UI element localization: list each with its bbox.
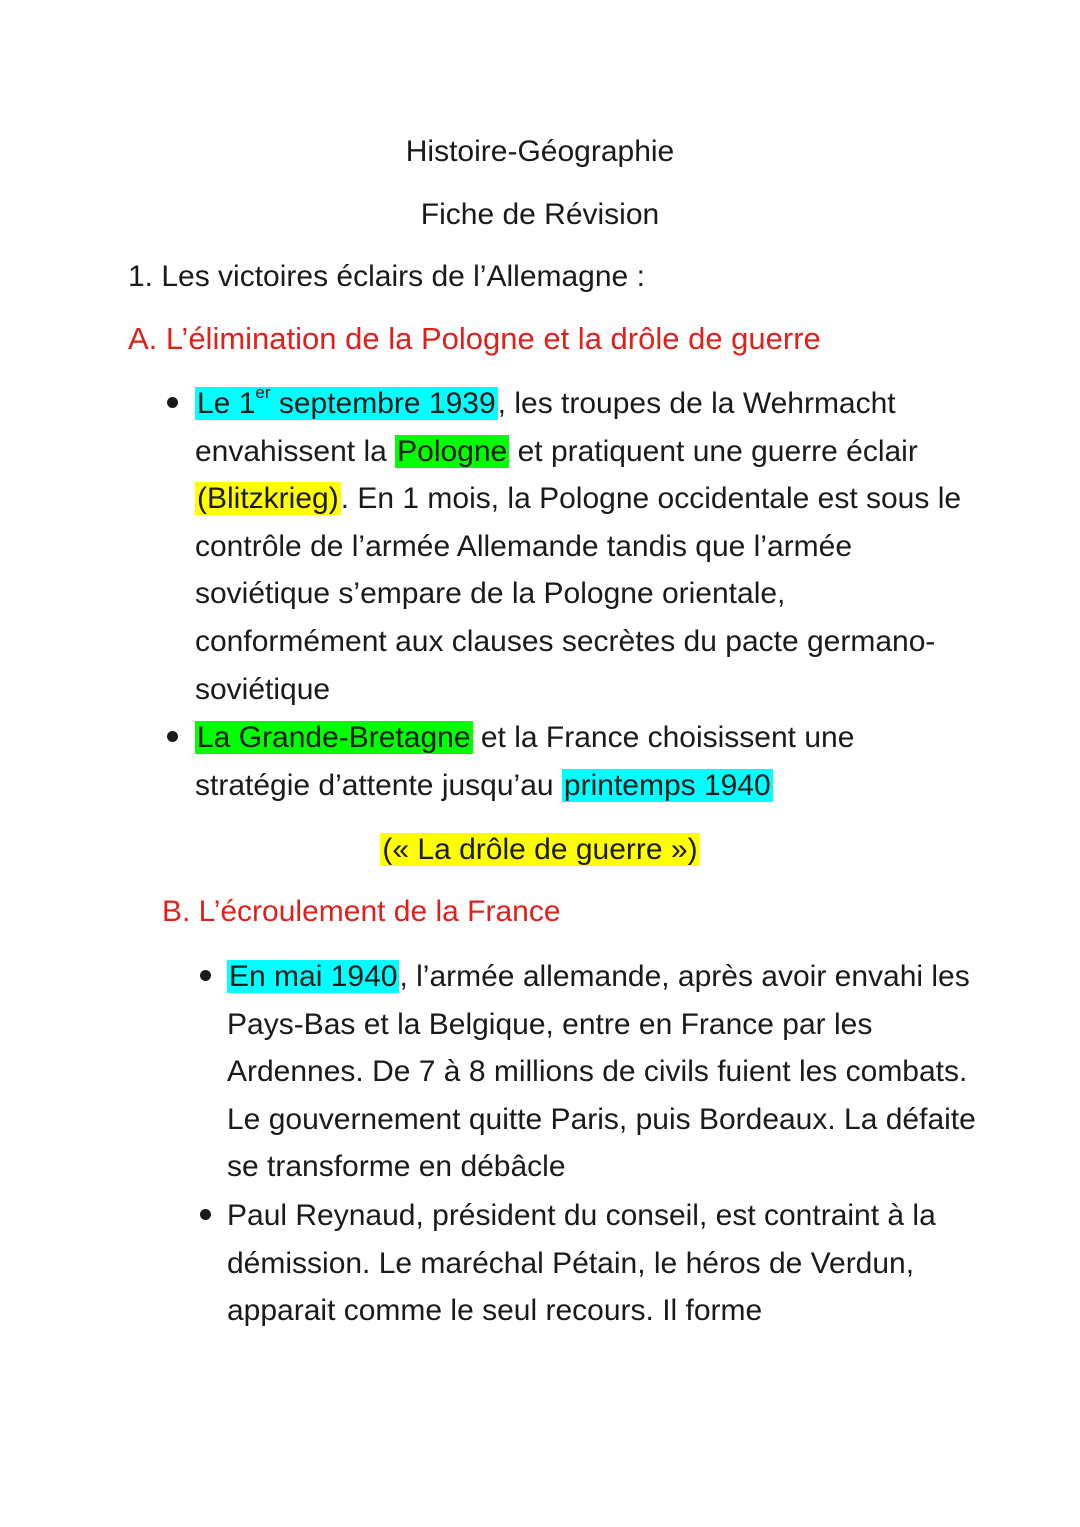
highlight-date: Le 1er septembre 1939 bbox=[197, 383, 496, 420]
highlight-mai-1940: En mai 1940 bbox=[229, 960, 398, 993]
part-b-bullet-2: Paul Reynaud, président du conseil, est contraint à la démission. Le maréchal Pétain, le héros de Verdun, apparait comme le seul recours. Il forme bbox=[227, 1192, 977, 1335]
section-1-heading: 1. Les victoires éclairs de l’Allemagne : bbox=[128, 260, 645, 293]
sheet-title: Fiche de Révision bbox=[420, 198, 660, 231]
drole-de-guerre-caption: (« La drôle de guerre ») bbox=[382, 833, 698, 866]
subject-title: Histoire-Géographie bbox=[405, 135, 675, 168]
bullet-dot-icon bbox=[167, 397, 178, 408]
part-a-bullet-2: La Grande-Bretagne et la France choisissent une stratégie d’attente jusqu’au printemps 1940 bbox=[195, 714, 965, 809]
highlight-pologne: Pologne bbox=[397, 434, 508, 468]
highlight-printemps: printemps 1940 bbox=[563, 768, 771, 802]
part-b-bullet-1: En mai 1940, l’armée allemande, après avoir envahi les Pays-Bas et la Belgique, entre en France par les Ardennes. De 7 à 8 millions de civils fuient les combats. Le gouvernement quitte Paris, puis Bordeaux. La défaite se transforme en débâcle bbox=[227, 953, 977, 1191]
bullet-dot-icon bbox=[200, 1209, 211, 1220]
part-b-heading: B. L’écroulement de la France bbox=[162, 895, 561, 928]
bullet-dot-icon bbox=[167, 731, 178, 742]
part-a-heading: A. L’élimination de la Pologne et la drôle de guerre bbox=[128, 321, 821, 356]
part-a-bullet-list bbox=[195, 380, 965, 809]
bullet-dot-icon bbox=[200, 970, 211, 981]
part-b-bullet-list bbox=[227, 953, 977, 1335]
highlight-blitzkrieg: (Blitzkrieg) bbox=[197, 482, 339, 516]
part-a-bullet-1: Le 1er septembre 1939, les troupes de la Wehrmacht envahissent la Pologne et pratiquent une guerre éclair (Blitzkrieg). En 1 mois, la Pologne occidentale est sous le contrôle de l’armée Allemande tandis que l’armée soviétique s’empare de la Pologne orientale, conformément aux clauses secrètes du pacte germano-soviétique bbox=[195, 380, 965, 713]
highlight-grande-bretagne: La Grande-Bretagne bbox=[197, 721, 471, 755]
